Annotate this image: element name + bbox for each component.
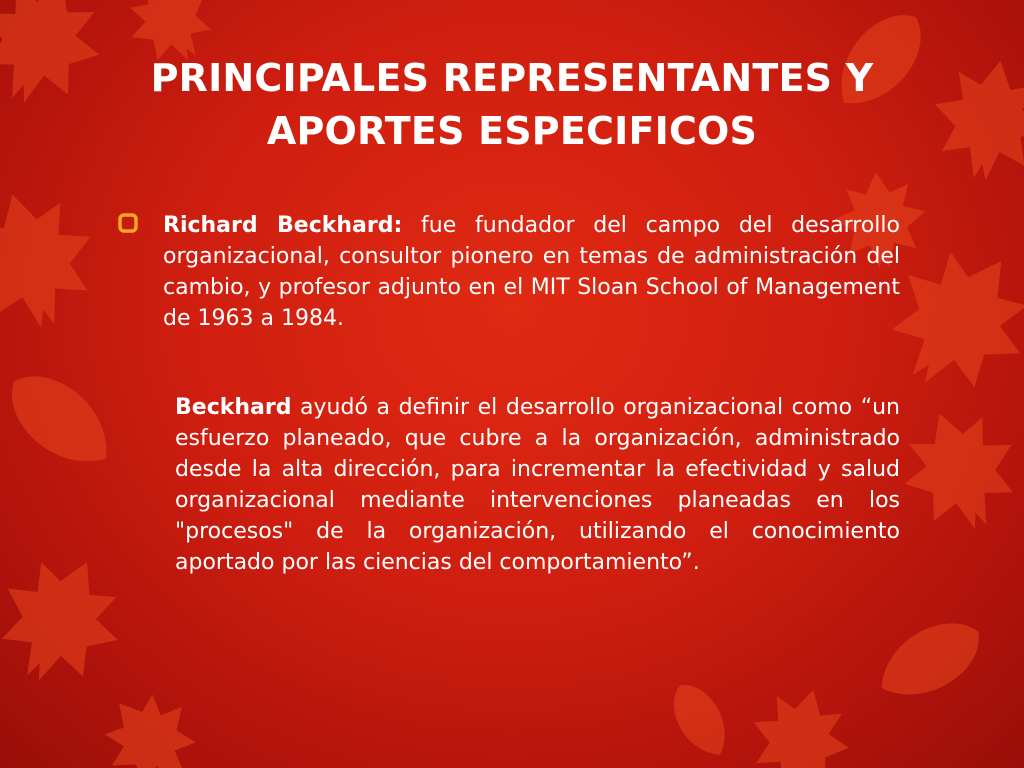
paragraph-text: ayudó a definir el desarrollo organizacional como “un esfuerzo planeado, que cubre a la organización, administrado desde la alta dirección, para incrementar la efectividad y salud organizacional mediante intervenciones planeadas en los "procesos" de la organización, utilizando el conocimiento aportado por las ciencias del comportamiento”. [175,395,900,575]
autumn-leaf-icon [0,0,119,121]
autumn-leaf-icon [867,607,993,714]
bullet-name: Richard Beckhard: [163,213,403,238]
hollow-square-bullet-icon [118,213,138,233]
autumn-leaf-icon [923,51,1024,189]
slide-title: PRINCIPALES REPRESENTANTES Y APORTES ESPECIFICOS [150,56,874,153]
bullet-description: fue fundador del campo del desarrollo organizacional, consultor pionero en temas de administración del cambio, y profesor adjunto en el MIT Sloan School of Management de 1963 a 1984. [163,213,900,331]
autumn-leaf-icon [0,536,142,703]
paragraph-name: Beckhard [175,395,292,420]
autumn-leaf-icon [0,178,110,343]
autumn-leaf-icon [0,357,126,482]
bullet-item [118,210,900,334]
autumn-leaf-icon [739,677,861,768]
autumn-leaf-icon [886,394,1024,546]
autumn-leaf-icon [662,675,738,765]
autumn-leaf-icon [84,674,216,768]
bullet-text [163,210,900,334]
definition-paragraph [175,392,900,578]
